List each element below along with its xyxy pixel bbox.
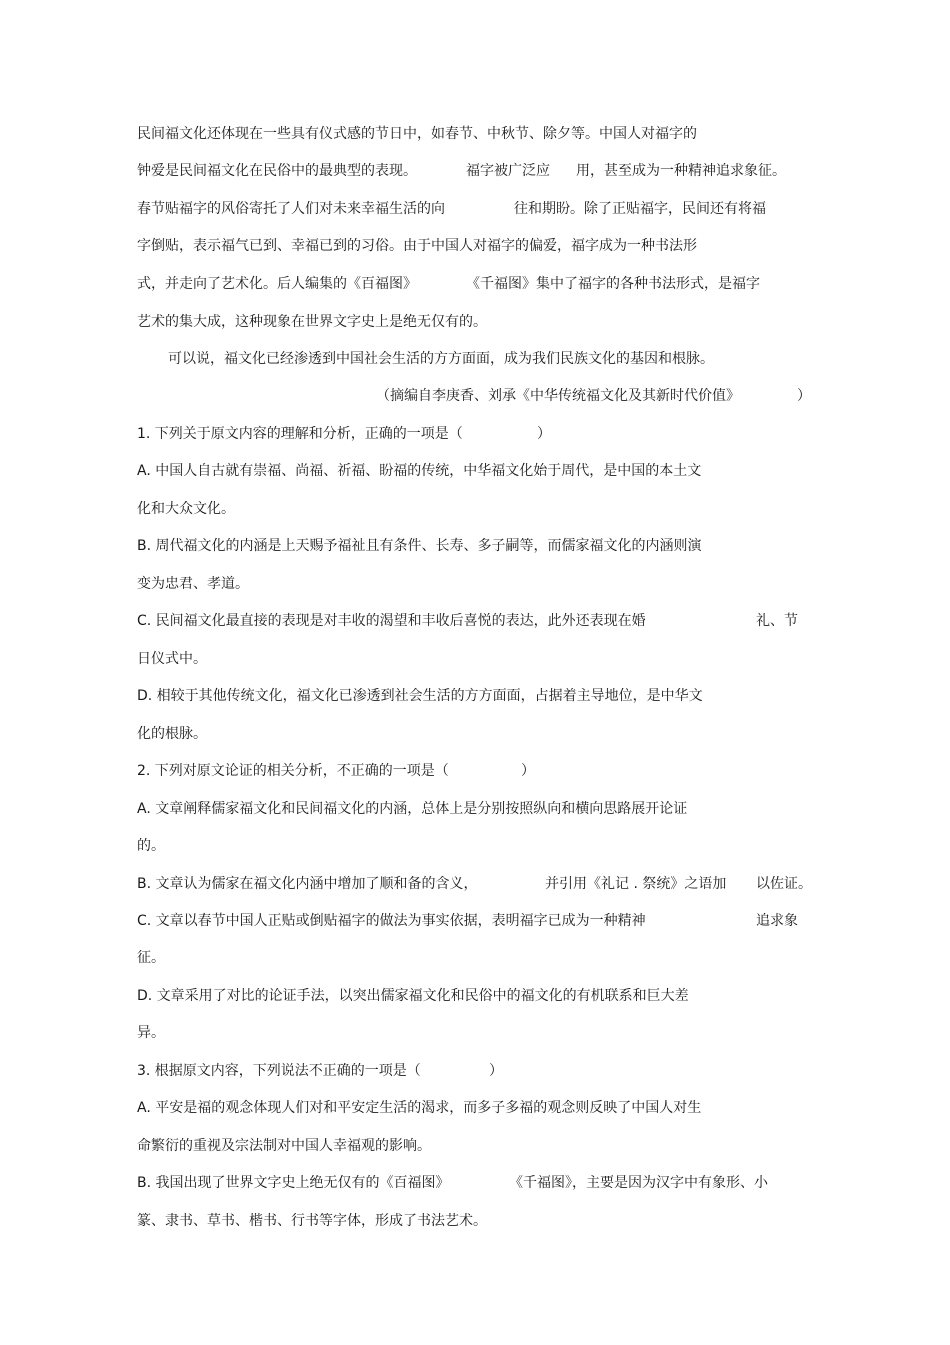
passage-line-3: 春节贴福字的风俗寄托了人们对未来幸福生活的向 [137, 201, 445, 217]
q1-option-c: C. 民间福文化最直接的表现是对丰收的渴望和丰收后喜悦的表达，此外还表现在婚 [137, 613, 646, 629]
question-3-stem: 3. 根据原文内容，下列说法不正确的一项是（ [137, 1063, 421, 1079]
q2-option-a-cont: 的。 [137, 838, 165, 854]
q2-option-c-tail: 追求象 [756, 913, 798, 929]
passage-line-5: 式，并走向了艺术化。后人编集的《百福图》 [137, 276, 417, 292]
q3-option-b-mid: 《千福图》，主要是因为汉字中有象形、小 [509, 1175, 768, 1191]
q1-option-d: D. 相较于其他传统文化，福文化已渗透到社会生活的方方面面，占据着主导地位，是中华文 [137, 688, 703, 704]
passage-line-2: 钟爱是民间福文化在民俗中的最典型的表现。 [137, 163, 417, 179]
q3-option-b-cont: 篆、隶书、草书、楷书、行书等字体，形成了书法艺术。 [137, 1213, 487, 1229]
q3-option-b: B. 我国出现了世界文字史上绝无仅有的《百福图》 [137, 1175, 450, 1191]
q2-option-b-tail: 以佐证。 [756, 876, 812, 892]
q3-option-a: A. 平安是福的观念体现人们对和平安定生活的渴求，而多子多福的观念则反映了中国人对生 [137, 1100, 702, 1116]
q1-option-c-tail: 礼、节 [756, 613, 798, 629]
q1-option-b: B. 周代福文化的内涵是上天赐予福祉且有条件、长寿、多子嗣等，而儒家福文化的内涵则演 [137, 538, 702, 554]
passage-line-3b: 往和期盼。除了正贴福字，民间还有将福 [514, 201, 766, 217]
q1-option-a-cont: 化和大众文化。 [137, 501, 235, 517]
q3-option-a-cont: 命繁衍的重视及宗法制对中国人幸福观的影响。 [137, 1138, 431, 1154]
q1-option-d-cont: 化的根脉。 [137, 726, 207, 742]
source-citation-close: ） [797, 388, 811, 404]
passage-line-4: 字倒贴，表示福气已到、幸福已到的习俗。由于中国人对福字的偏爱，福字成为一种书法形 [137, 238, 697, 254]
passage-line-2b: 福字被广泛应 [466, 163, 550, 179]
passage-line-6: 艺术的集大成，这种现象在世界文字史上是绝无仅有的。 [137, 314, 487, 330]
source-citation: （摘编自李庚香、刘承《中华传统福文化及其新时代价值》 [376, 388, 740, 404]
q2-option-b: B. 文章认为儒家在福文化内涵中增加了顺和备的含义， [137, 876, 478, 892]
question-3-stem-close: ） [489, 1063, 503, 1079]
question-1-stem-close: ） [537, 426, 551, 442]
q1-option-a: A. 中国人自古就有崇福、尚福、祈福、盼福的传统，中华福文化始于周代，是中国的本土文 [137, 463, 702, 479]
q2-option-a: A. 文章阐释儒家福文化和民间福文化的内涵，总体上是分别按照纵向和横向思路展开论证 [137, 801, 688, 817]
question-2-stem: 2. 下列对原文论证的相关分析，不正确的一项是（ [137, 763, 449, 779]
q2-option-c: C. 文章以春节中国人正贴或倒贴福字的做法为事实依据，表明福字已成为一种精神 [137, 913, 646, 929]
q1-option-c-cont: 日仪式中。 [137, 651, 207, 667]
q2-option-d-cont: 异。 [137, 1025, 165, 1041]
question-2-stem-close: ） [521, 763, 535, 779]
passage-line-2c: 用，甚至成为一种精神追求象征。 [576, 163, 786, 179]
q1-option-b-cont: 变为忠君、孝道。 [137, 576, 249, 592]
q2-option-c-cont: 征。 [137, 950, 165, 966]
passage-line-5b: 《千福图》集中了福字的各种书法形式，是福字 [466, 276, 760, 292]
passage-line-1: 民间福文化还体现在一些具有仪式感的节日中，如春节、中秋节、除夕等。中国人对福字的 [137, 126, 697, 142]
passage-paragraph-2: 可以说，福文化已经渗透到中国社会生活的方方面面，成为我们民族文化的基因和根脉。 [168, 351, 714, 367]
q2-option-d: D. 文章采用了对比的论证手法，以突出儒家福文化和民俗中的福文化的有机联系和巨大差 [137, 988, 689, 1004]
q2-option-b-mid: 并引用《礼记 . 祭统》之语加 [545, 876, 727, 892]
question-1-stem: 1. 下列关于原文内容的理解和分析，正确的一项是（ [137, 426, 463, 442]
